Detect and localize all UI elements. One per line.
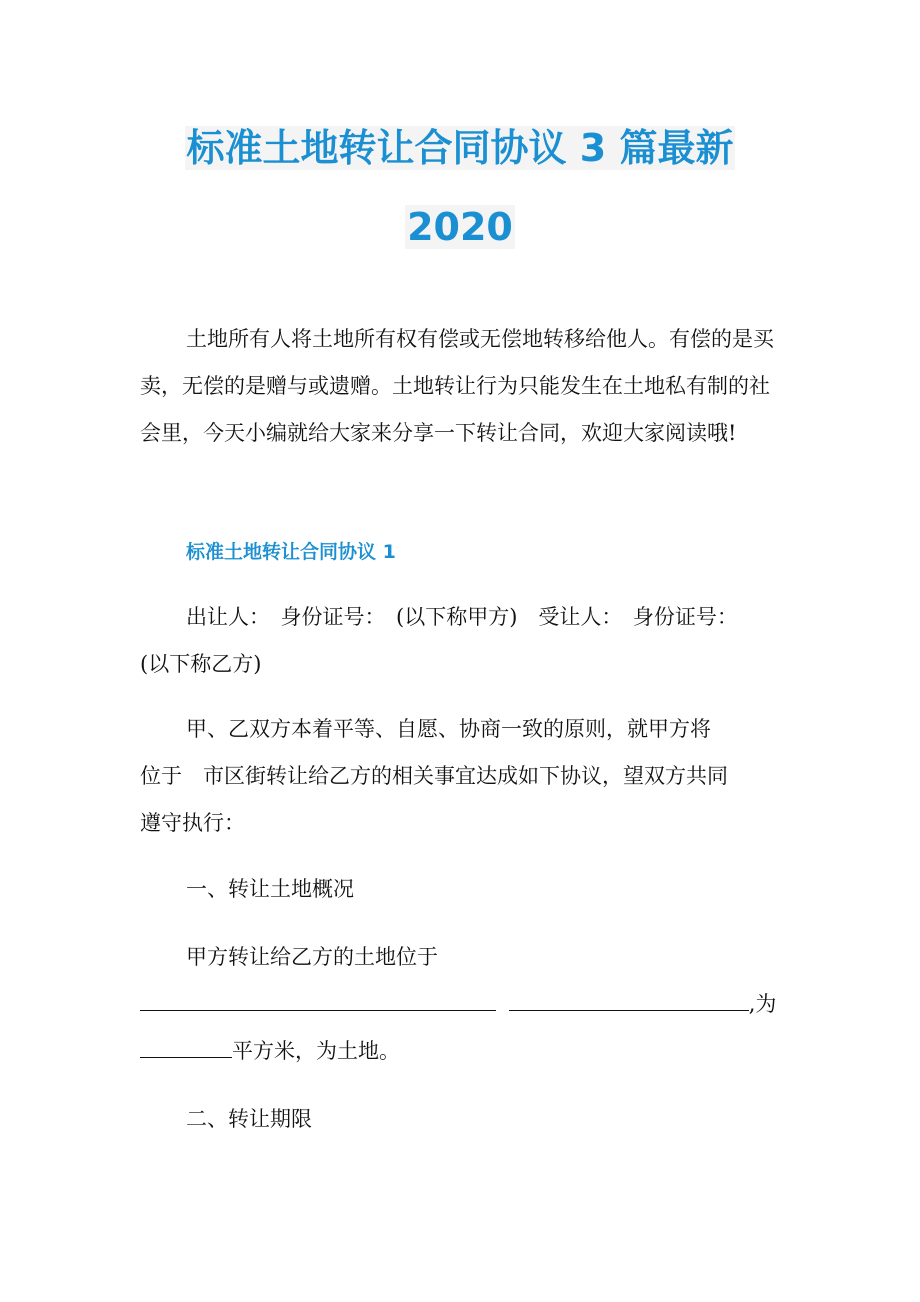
document-title-line-2 <box>0 202 920 252</box>
clause-1-suffix-b: 平方米，为土地。 <box>232 1039 400 1063</box>
clause-1-heading: 一、转让土地概况 <box>186 877 354 901</box>
clause-2-heading: 二、转让期限 <box>186 1107 312 1131</box>
clause-1-text: 甲方转让给乙方的土地位于 <box>186 945 438 969</box>
parties-line-1: 出让人： 身份证号： (以下称甲方) 受让人： 身份证号： <box>186 605 738 629</box>
location-blank-2 <box>509 990 749 1011</box>
principle-line-2: 位于 市区街转让给乙方的相关事宜达成如下协议，望双方共同 <box>140 764 728 788</box>
principle-paragraph <box>140 706 780 847</box>
section-title: 标准土地转让合同协议 1 <box>186 541 396 563</box>
document-title-text-1: 标准土地转让合同协议 3 篇最新 <box>186 126 734 170</box>
location-blank-1 <box>140 990 496 1011</box>
intro-paragraph: 土地所有人将土地所有权有偿或无偿地转移给他人。有偿的是买卖，无偿的是赠与或遗赠。土地转让行为只能发生在土地私有制的社会里，今天小编就给大家来分享一下转让合同，欢迎大家阅读哦! <box>140 327 774 445</box>
parties-paragraph <box>140 594 780 688</box>
clause-1-blank-line <box>140 981 780 1028</box>
principle-line-1: 甲、乙双方本着平等、自愿、协商一致的原则，就甲方将 <box>186 717 711 741</box>
area-blank <box>140 1037 232 1058</box>
clause-1-suffix-a: ,为 <box>748 992 777 1016</box>
principle-line-3: 遵守执行： <box>140 811 245 835</box>
parties-line-2: (以下称乙方) <box>140 652 262 676</box>
document-title-text-2: 2020 <box>407 205 513 249</box>
clause-1-area-line <box>140 1028 780 1075</box>
clause-1-paragraph <box>140 934 780 1075</box>
document-title-line-1 <box>0 123 920 173</box>
